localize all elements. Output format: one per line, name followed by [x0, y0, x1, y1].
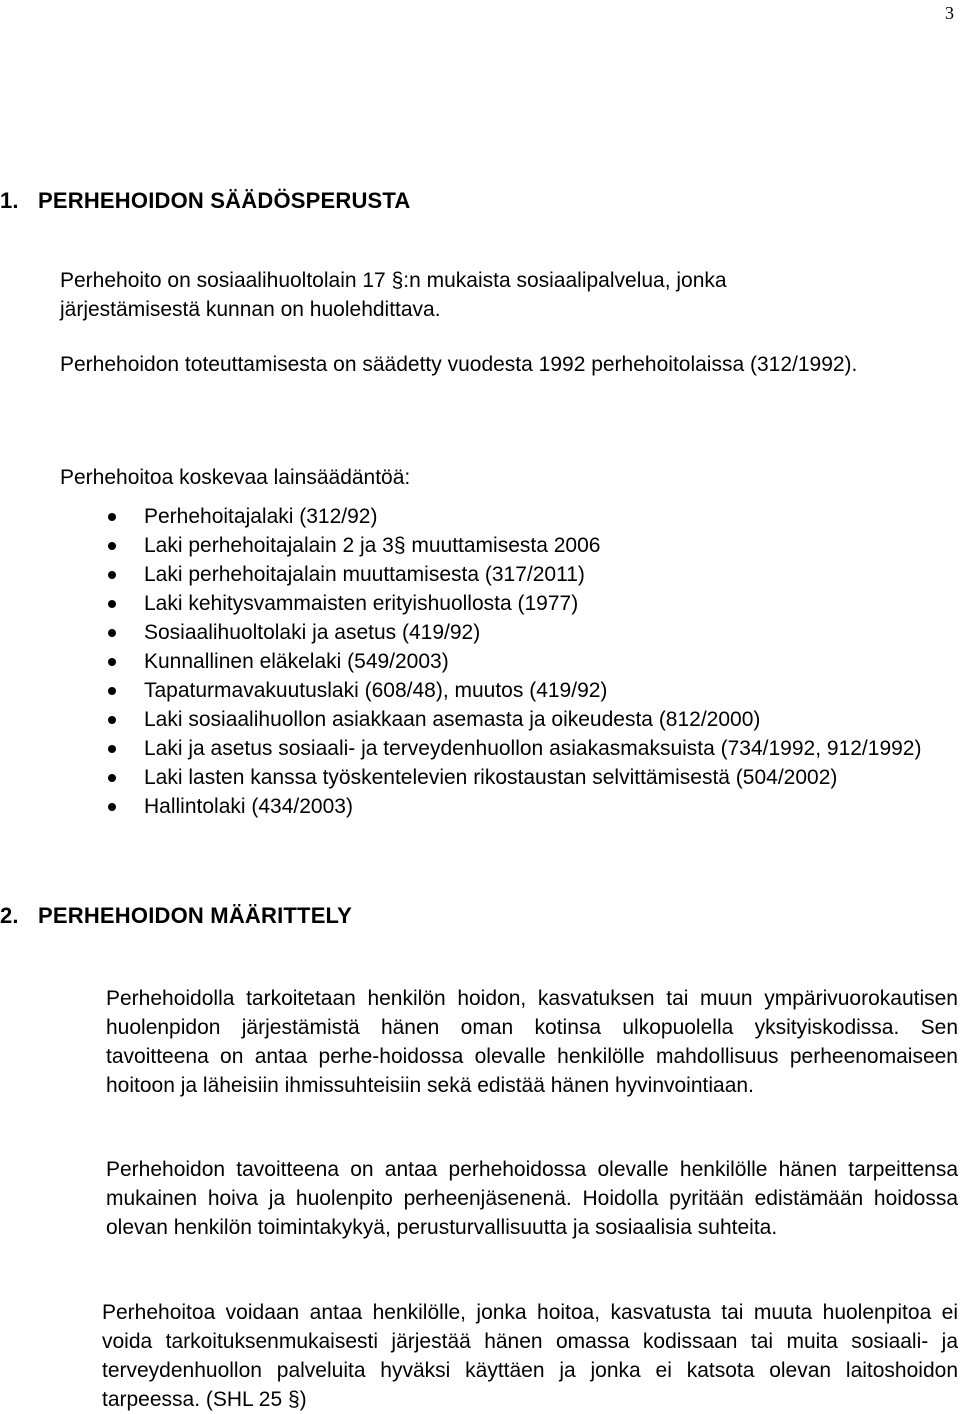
list-item [60, 734, 960, 763]
bullet-icon [108, 658, 116, 666]
list-item [60, 763, 960, 792]
list-item [60, 676, 960, 705]
section-1-heading [0, 188, 411, 214]
list-item [60, 502, 960, 531]
list-item-text: Laki perhehoitajalain muuttamisesta (317/2011) [144, 563, 585, 586]
section-2-title: PERHEHOIDON MÄÄRITTELY [38, 903, 353, 928]
section-1-number: 1. [0, 188, 19, 213]
list-item-text: Sosiaalihuoltolaki ja asetus (419/92) [144, 621, 481, 644]
bullet-icon [108, 542, 116, 550]
list-item [60, 792, 960, 821]
list-item [60, 560, 960, 589]
bullet-icon [108, 803, 116, 811]
list-item-text: Hallintolaki (434/2003) [144, 795, 353, 818]
section-2-number: 2. [0, 903, 19, 928]
bullet-icon [108, 774, 116, 782]
section-2-paragraph-1: Perhehoidolla tarkoitetaan henkilön hoidon, kasvatuksen tai muun ympärivuorokautisen huolenpidon järjestämistä hänen oman kotinsa ulkopuolella yksityiskodissa. Sen tavoitteena on antaa perhe-hoidossa olevalle henkilölle mahdollisuus perheenomaiseen hoitoon ja läheisiin ihmissuhteisiin sekä edistää hänen hyvinvointiaan. [106, 987, 958, 1097]
list-item-text: Laki ja asetus sosiaali- ja terveydenhuollon asiakasmaksuista (734/1992, 912/1992) [144, 737, 922, 760]
section-2-paragraph-2: Perhehoidon tavoitteena on antaa perhehoidossa olevalle henkilölle hänen tarpeittensa mukainen hoiva ja huolenpito perheenjäsenenä. Hoidolla pyritään edistämään hoidossa olevan henkilön toimintakykyä, perusturvallisuutta ja sosiaalisia suhteita. [106, 1158, 958, 1239]
section-1-paragraph-2: Perhehoidon toteuttamisesta on säädetty vuodesta 1992 perhehoitolaissa (312/1992). [60, 353, 858, 376]
list-item [60, 531, 960, 560]
law-list-intro: Perhehoitoa koskevaa lainsäädäntöä: [60, 466, 411, 489]
bullet-icon [108, 571, 116, 579]
list-item [60, 618, 960, 647]
list-item-text: Tapaturmavakuutuslaki (608/48), muutos (419/92) [144, 679, 608, 702]
bullet-icon [108, 629, 116, 637]
list-item-text: Laki sosiaalihuollon asiakkaan asemasta ja oikeudesta (812/2000) [144, 708, 761, 731]
section-1-paragraph-1: Perhehoito on sosiaalihuoltolain 17 §:n mukaista sosiaalipalvelua, jonka järjestämisestä kunnan on huolehdittava. [60, 269, 727, 321]
section-2-paragraph-3: Perhehoitoa voidaan antaa henkilölle, jonka hoitoa, kasvatusta tai muuta huolenpitoa ei voida tarkoituksenmukaisesti järjestää hänen omassa kodissaan tai muita sosiaali- ja terveydenhuollon palveluita hyväksi käyttäen ja jonka ei katsota olevan laitoshoidon tarpeessa. (SHL 25 §) [102, 1301, 958, 1411]
bullet-icon [108, 600, 116, 608]
page-number: 3 [945, 3, 954, 23]
list-item-text: Kunnallinen eläkelaki (549/2003) [144, 650, 449, 673]
list-item [60, 705, 960, 734]
section-2-heading [0, 903, 352, 929]
list-item [60, 589, 960, 618]
bullet-icon [108, 745, 116, 753]
section-1-title: PERHEHOIDON SÄÄDÖSPERUSTA [38, 188, 411, 213]
law-list [60, 502, 960, 821]
list-item-text: Laki kehitysvammaisten erityishuollosta (1977) [144, 592, 579, 615]
list-item [60, 647, 960, 676]
bullet-icon [108, 513, 116, 521]
bullet-icon [108, 716, 116, 724]
bullet-icon [108, 687, 116, 695]
list-item-text: Perhehoitajalaki (312/92) [144, 505, 378, 528]
list-item-text: Laki lasten kanssa työskentelevien rikostaustan selvittämisestä (504/2002) [144, 766, 838, 789]
list-item-text: Laki perhehoitajalain 2 ja 3§ muuttamisesta 2006 [144, 534, 601, 557]
